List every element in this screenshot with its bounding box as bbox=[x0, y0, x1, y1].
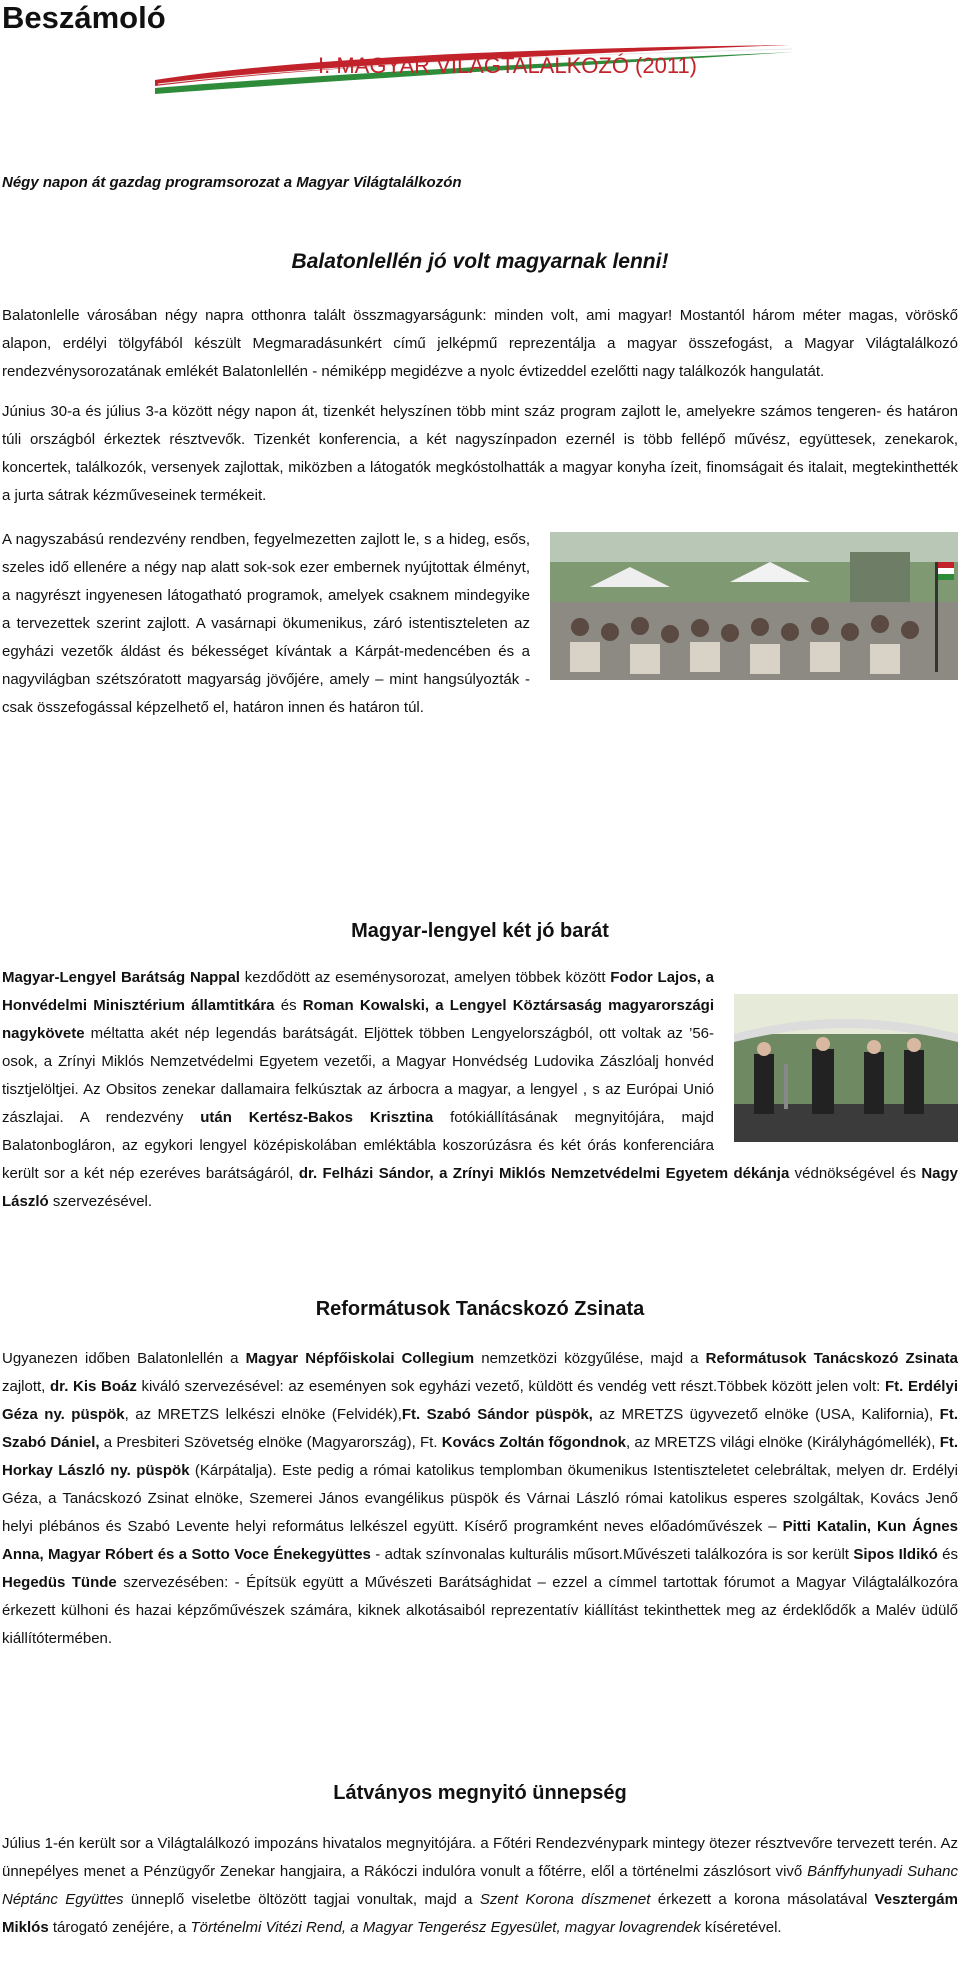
bold-text: Fodor Lajos, a Honvédelmi Minisztérium államtitkára bbox=[2, 969, 714, 1014]
section-body-megnyito bbox=[2, 1830, 958, 1942]
paragraph: A nagyszabású rendezvény rendben, fegyelmezetten zajlott le, s a hideg, esős, szeles idő ellenére a négy nap alatt sok-sok ezer embernek nyújtottak élményt, a nagyrészt ingyenesen látogatható programok, amelyek csaknem mindegyike a tervezettek szerint zajlott. A vasárnapi ökumenikus, záró istentiszteleten az egyházi vezetők áldást és békességet kívántak a Kárpát-medencében és a nagyvilágban szétszóratott magyarság jövőjére, amely – mint hangsúlyozták - csak összefogással képzelhető el, határon innen és határon túl. bbox=[2, 531, 530, 716]
bold-text: Vesztergám Miklós bbox=[2, 1891, 958, 1936]
bold-text: Magyar-Lengyel Barátság Nappal bbox=[2, 969, 240, 986]
bold-text: Magyar Népfőiskolai Collegium bbox=[245, 1350, 475, 1367]
text: és bbox=[274, 997, 303, 1014]
logo-text: I. MAGYAR VILÁGTALÁLKOZÓ (2011) bbox=[318, 53, 698, 78]
text: , az MRETZS lelkészi elnöke (Felvidék), bbox=[124, 1406, 402, 1423]
crowd-photo bbox=[550, 532, 958, 680]
bold-text: Hegedüs Tünde bbox=[2, 1574, 117, 1591]
text: védnökségével és bbox=[789, 1165, 922, 1182]
section-title-reformatusok: Reformátusok Tanácskozó Zsinata bbox=[315, 1298, 645, 1320]
document-title: Beszámoló bbox=[2, 0, 166, 35]
text: , az MRETZS világi elnöke (Királyhágómellék), bbox=[625, 1434, 940, 1451]
text: Július 1-én került sor a Világtalálkozó impozáns hivatalos megnyitójára. a Főtéri Rendezvénypark mintegy ötezer résztvevőre tervezett terén. Az ünnepélyes menet a Pénzügyőr Zenekar hangjaira, a Rákóczi indulóra vonult a főtérre, elől a történelmi zászlósort vivő bbox=[2, 1835, 958, 1880]
section-body-reformatusok bbox=[2, 1345, 958, 1653]
text: fotókiállításának megnyitójára, majd Balatonbogláron, az egykori lengyel középiskolában emléktábla koszorúzásra és két órás konferenciára került sor a két nép ezeréves barátságáról, bbox=[2, 1109, 715, 1182]
bold-text: Ft. Horkay László ny. püspök bbox=[2, 1434, 959, 1479]
text: nemzetközi közgyűlése, majd a bbox=[474, 1350, 706, 1367]
section-title-balatonlelle: Balatonlellén jó volt magyarnak lenni! bbox=[291, 250, 669, 273]
bold-text: Pitti Katalin, Kun Ágnes Anna, Magyar Róbert és a Sotto Voce Énekegyüttes bbox=[2, 1518, 958, 1563]
text: zajlott, bbox=[2, 1378, 51, 1395]
text: kezdődött az eseménysorozat, amelyen többek között bbox=[239, 969, 611, 986]
text: kiváló szervezésével: az eseményen sok egyházi vezető, küldött és vendég vett részt.Többek között jelen volt: bbox=[136, 1378, 885, 1395]
text: ünneplő viseletbe öltözött tagjai vonultak, majd a bbox=[123, 1891, 480, 1908]
text: (Kárpátalja). Este pedig a római katolikus templomban ökumenikus Istentiszteletet celebráltak, melyen dr. Erdélyi Géza, a Tanácskozó Zsinat elnöke, Szemerei János evangélikus püspök és Várnai László római katolikus esperes szolgáltak, Kovács Jenő helyi plébános és Szabó Levente helyi református lelkészel együtt. Kísérő programként neves előadóművészek – bbox=[2, 1462, 959, 1535]
text: Ugyanezen időben Balatonlellén a bbox=[2, 1350, 246, 1367]
text: és bbox=[937, 1546, 958, 1563]
text: kíséretével. bbox=[700, 1919, 782, 1936]
bold-text: dr. Kis Boáz bbox=[50, 1378, 137, 1395]
paragraph bbox=[2, 1830, 958, 1942]
bold-text: Nagy László bbox=[2, 1165, 958, 1210]
section-title-magyar-lengyel: Magyar-lengyel két jó barát bbox=[351, 920, 609, 942]
bold-text: Reformátusok Tanácskozó Zsinata bbox=[705, 1350, 958, 1367]
bold-text: Ft. Szabó Dániel, bbox=[2, 1406, 958, 1451]
bold-text: Ft. Szabó Sándor püspök, bbox=[401, 1406, 593, 1423]
text: tárogató zenéjére, a bbox=[48, 1919, 191, 1936]
event-logo bbox=[150, 40, 800, 100]
bold-text: Roman Kowalski, a Lengyel Köztársaság magyarországi nagykövete bbox=[2, 997, 714, 1042]
paragraph: Június 30-a és július 3-a között négy napon át, tizenkét helyszínen több mint száz program zajlott le, amelyekre számos tengeren- és határon túli országból érkeztek résztvevők. Tizenkét konferencia, a két nagyszínpadon ezernél is több fellépő művész, együttesek, zenekarok, koncertek, találkozók, versenyek zajlottak, miközben a látogatók megkóstolhatták a magyar konyha ízeit, finomságait és italait, megtekinthették a jurta sátrak kézművеseinek termékeit. bbox=[2, 403, 958, 504]
text: szervezésében: - Építsük együtt a Művészeti Barátsághidat – ezzel a címmel tartottak fórumot a Magyar Világtalálkozóra érkezett külhoni és hazai képzőművészek számára, kiknek alkotásaiból reprezentatív kiállítást tekinthettek meg az érdeklődők a Malév üdülő kiállítótermében. bbox=[2, 1574, 958, 1647]
bold-text: dr. Felházi Sándor, a Zrínyi Miklós Nemzetvédelmi Egyetem dékánja bbox=[298, 1165, 790, 1182]
text: az MRETZS ügyvezető elnöke (USA, Kalifornia), bbox=[592, 1406, 940, 1423]
bold-text: Sipos Ildikó bbox=[853, 1546, 938, 1563]
bold-text: után Kertész-Bakos Krisztina bbox=[200, 1109, 434, 1126]
paragraph: Balatonlelle városában négy napra otthonra talált összmagyarságunk: minden volt, ami magyar! Mostantól három méter magas, vöröskő alapon, erdélyi tölgyfából készült Megmaradásunkért című jelképmű reprezentálja a magyar összefogást, a Magyar Világtalálkozó rendezvénysorozatának emlékét Balatonlellén - némiképp megidézve a nyolc évtizeddel ezelőtti nagy találkozók hangulatát. bbox=[2, 307, 958, 380]
section-body-magyar-lengyel bbox=[2, 964, 958, 1216]
section-title-megnyito: Látványos megnyitó ünnepség bbox=[333, 1782, 627, 1804]
lead-text: Négy napon át gazdag programsorozat a Magyar Világtalálkozón bbox=[2, 174, 462, 191]
text: érkezett a korona másolatával bbox=[650, 1891, 875, 1908]
text: szervezésével. bbox=[48, 1193, 153, 1210]
text: a Presbiteri Szövetség elnöke (Magyarország), Ft. bbox=[99, 1434, 442, 1451]
text: méltatta akét nép legendás barátságát. Eljöttek többen Lengyelországból, ott voltak az ’56-osok, a Zrínyi Miklós Nemzetvédelmi Egyetem vezetői, a Magyar Honvédség Ludovika Zászlóalj honvéd tisztjelöltjei. Az Obsitos zenekar dallamaira felkúsztak az árbocra a magyar, a lengyel , s az Európai Unió zászlajai. A rendezvény bbox=[2, 1025, 714, 1126]
italic-text: Szent Korona díszmenet bbox=[479, 1891, 651, 1908]
text: - adtak színvonalas kulturális műsort.Művészeti találkozóra is sor került bbox=[370, 1546, 854, 1563]
bold-text: Kovács Zoltán főgondnok bbox=[441, 1434, 626, 1451]
section-body-balatonlelle bbox=[2, 302, 958, 722]
bold-text: Ft. Erdélyi Géza ny. püspök bbox=[2, 1378, 958, 1423]
paragraph bbox=[2, 1345, 958, 1653]
ceremony-photo bbox=[734, 994, 958, 1142]
italic-text: Bánffyhunyadi Suhanc Néptánc Együttes bbox=[2, 1863, 958, 1908]
italic-text: Történelmi Vitézi Rend, a Magyar Tengerész Egyesület, magyar lovagrendek bbox=[190, 1919, 701, 1936]
